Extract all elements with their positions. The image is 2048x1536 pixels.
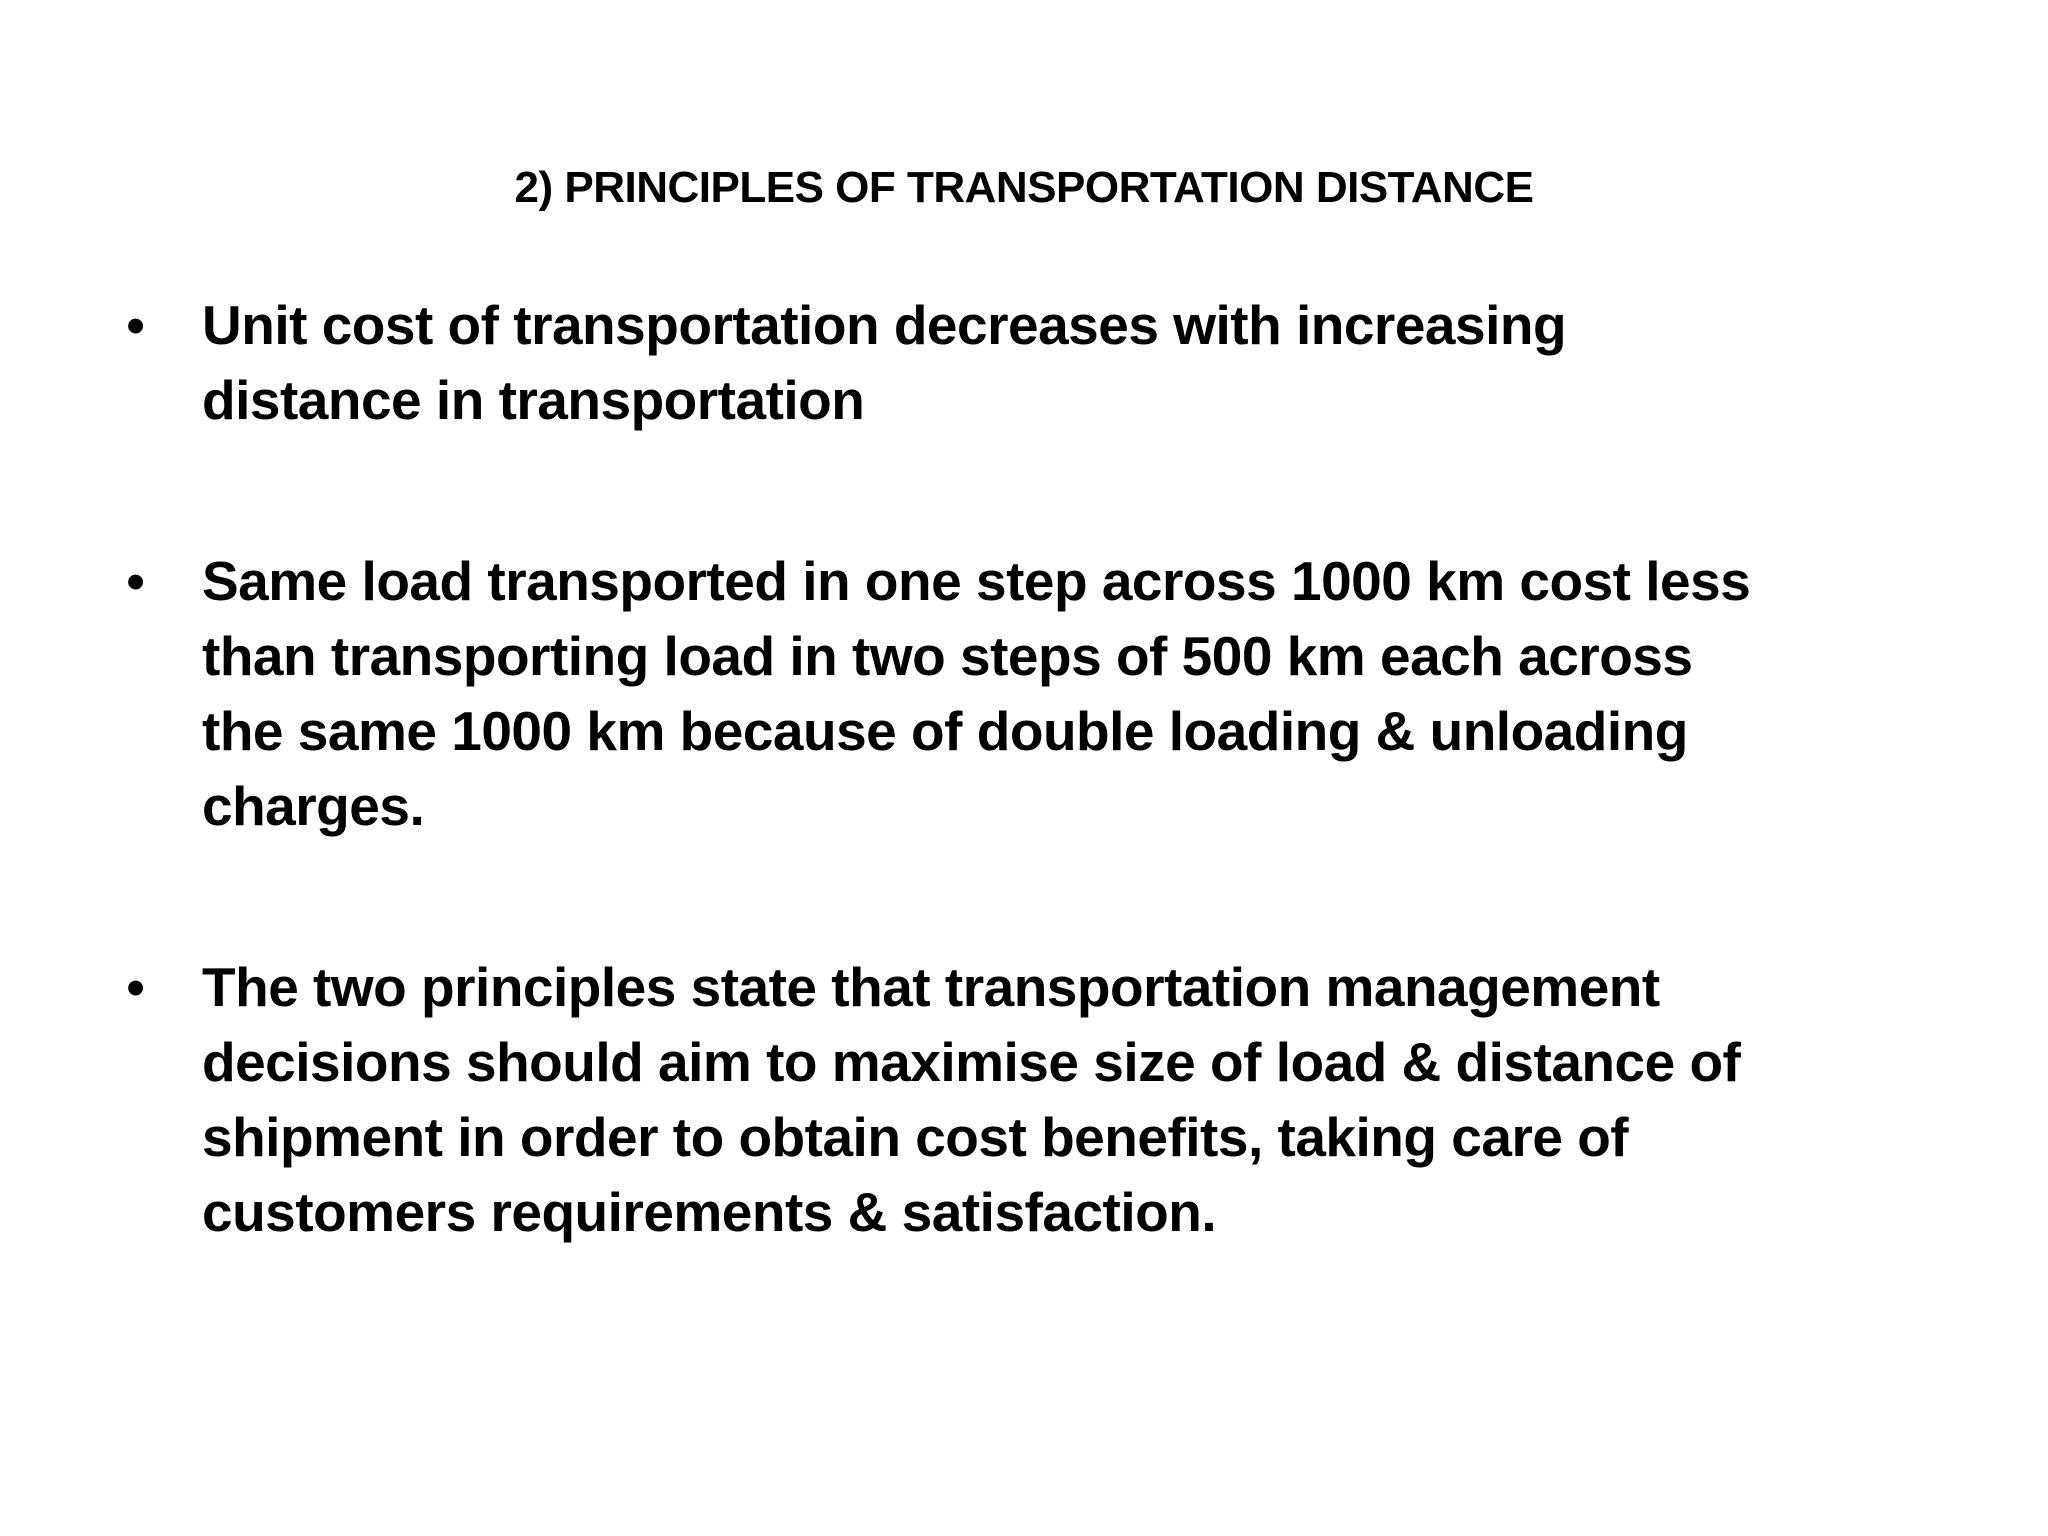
bullet-line: Same load transported in one step across 1000 km cost less <box>202 550 1751 612</box>
bullet-dot-icon: • <box>126 550 145 612</box>
bullet-dot-icon: • <box>126 294 145 356</box>
bullet-line: the same 1000 km because of double loading & unloading <box>202 700 1688 762</box>
bullet-line: distance in transportation <box>202 369 865 431</box>
bullet-line: customers requirements & satisfaction. <box>202 1181 1217 1243</box>
bullet-list <box>126 288 1926 1250</box>
slide-title: 2) PRINCIPLES OF TRANSPORTATION DISTANCE <box>514 163 1534 212</box>
bullet-line: Unit cost of transportation decreases with increasing <box>202 294 1567 356</box>
bullet-dot-icon: • <box>126 956 145 1018</box>
bullet-item-3 <box>126 950 1926 1250</box>
bullet-item-2 <box>126 544 1926 844</box>
bullet-line: charges. <box>202 775 425 837</box>
bullet-line: decisions should aim to maximise size of load & distance of <box>202 1031 1741 1093</box>
bullet-line: The two principles state that transportation management <box>202 956 1660 1018</box>
bullet-line: shipment in order to obtain cost benefits, taking care of <box>202 1106 1629 1168</box>
bullet-line: than transporting load in two steps of 500 km each across <box>202 625 1693 687</box>
bullet-item-1 <box>126 288 1926 438</box>
